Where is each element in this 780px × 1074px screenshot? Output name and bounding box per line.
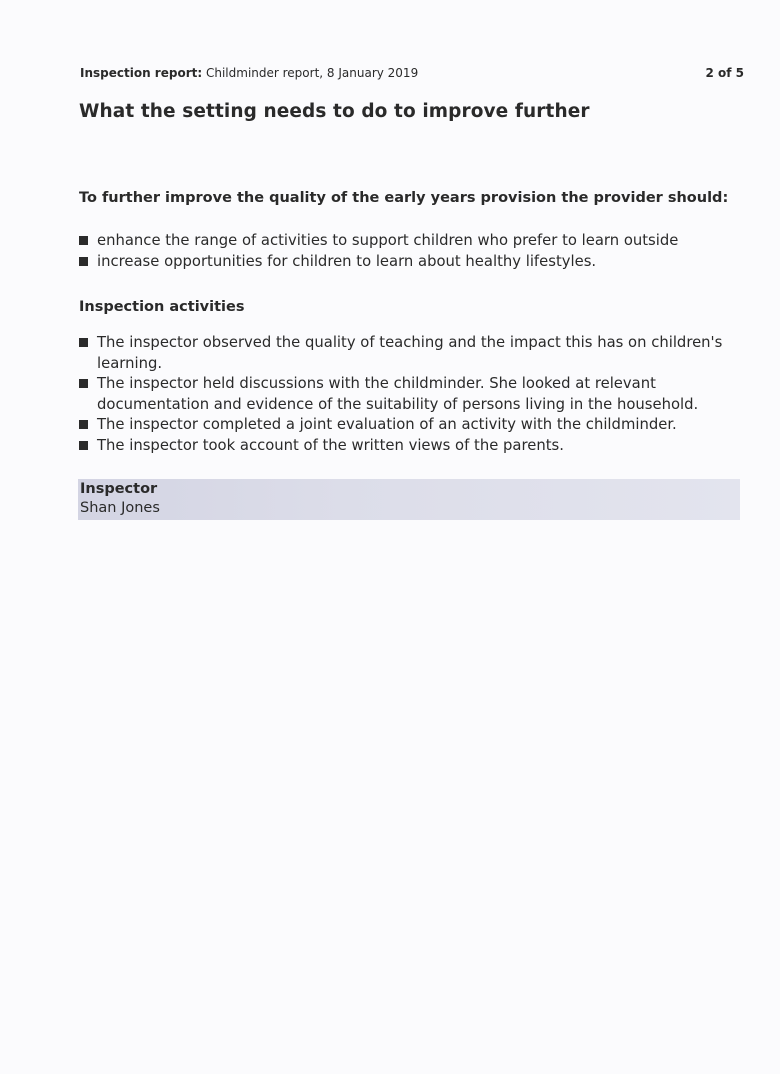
list-item [79,374,729,415]
page-header [80,64,744,82]
list-item-text: The inspector held discussions with the childminder. She looked at relevant documentation and evidence of the suitability of persons living in the household. [97,375,699,413]
list-item-text: The inspector completed a joint evaluation of an activity with the childminder. [97,416,677,433]
bullet-square-icon [79,441,88,450]
list-item-text: The inspector observed the quality of teaching and the impact this has on children's learning. [97,334,723,372]
list-item [79,231,729,252]
list-item [79,415,729,436]
list-item-text: The inspector took account of the written views of the parents. [97,436,564,454]
activities-heading: Inspection activities [79,299,245,315]
list-item [79,436,729,457]
improve-list [79,231,729,272]
report-detail: Childminder report, 8 January 2019 [205,66,419,80]
improve-heading: To further improve the quality of the early years provision the provider should: [79,190,729,206]
inspector-name: Shan Jones [80,500,160,516]
bullet-square-icon [79,236,88,245]
bullet-square-icon [79,420,88,429]
list-item-text: increase opportunities for children to learn about healthy lifestyles. [97,252,597,270]
list-item [79,333,729,374]
inspector-panel [78,479,740,520]
bullet-square-icon [79,379,88,388]
inspector-label: Inspector [80,481,158,497]
page-indicator: 2 of 5 [705,66,744,80]
list-item [79,252,729,273]
report-label: Inspection report: [80,66,203,80]
page-title: What the setting needs to do to improve further [79,101,590,122]
list-item-text: enhance the range of activities to support children who prefer to learn outside [97,232,679,249]
activities-list [79,333,729,456]
bullet-square-icon [79,338,88,347]
bullet-square-icon [79,257,88,266]
